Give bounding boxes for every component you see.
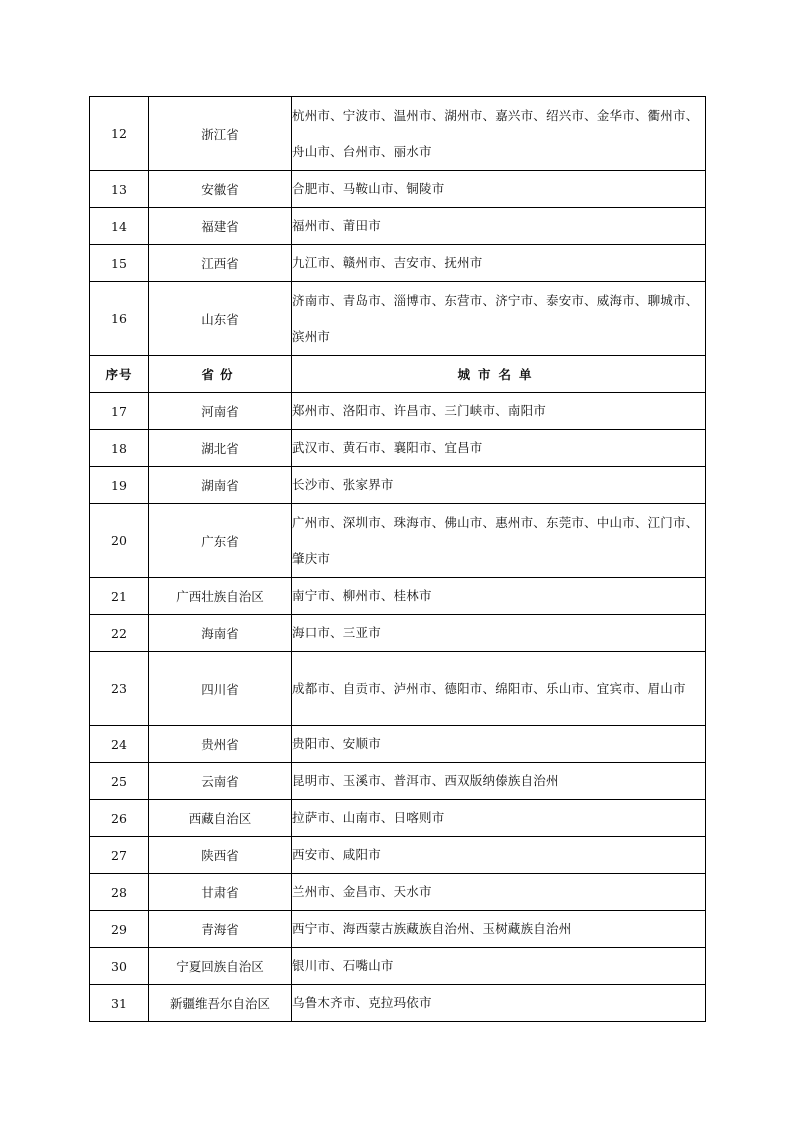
table-row <box>90 393 706 430</box>
province-name: 湖北省 <box>149 430 292 467</box>
province-name: 宁夏回族自治区 <box>149 948 292 985</box>
row-number: 27 <box>90 837 149 874</box>
table-row <box>90 948 706 985</box>
province-name: 福建省 <box>149 208 292 245</box>
city-list: 长沙市、张家界市 <box>292 467 706 504</box>
city-list: 济南市、青岛市、淄博市、东营市、济宁市、泰安市、威海市、聊城市、滨州市 <box>292 282 706 356</box>
province-name: 新疆维吾尔自治区 <box>149 985 292 1022</box>
province-name: 山东省 <box>149 282 292 356</box>
row-number: 13 <box>90 171 149 208</box>
province-name: 西藏自治区 <box>149 800 292 837</box>
table-row <box>90 763 706 800</box>
city-list: 合肥市、马鞍山市、铜陵市 <box>292 171 706 208</box>
row-number: 30 <box>90 948 149 985</box>
province-name: 云南省 <box>149 763 292 800</box>
row-number: 18 <box>90 430 149 467</box>
province-name: 贵州省 <box>149 726 292 763</box>
table-row <box>90 282 706 356</box>
row-number: 22 <box>90 615 149 652</box>
city-list: 贵阳市、安顺市 <box>292 726 706 763</box>
table-row <box>90 837 706 874</box>
province-name: 甘肃省 <box>149 874 292 911</box>
table-row <box>90 430 706 467</box>
city-list: 拉萨市、山南市、日喀则市 <box>292 800 706 837</box>
province-name: 青海省 <box>149 911 292 948</box>
table-row <box>90 97 706 171</box>
table-row <box>90 726 706 763</box>
table-row <box>90 171 706 208</box>
city-list: 武汉市、黄石市、襄阳市、宜昌市 <box>292 430 706 467</box>
city-list: 九江市、赣州市、吉安市、抚州市 <box>292 245 706 282</box>
province-name: 广东省 <box>149 504 292 578</box>
city-list: 广州市、深圳市、珠海市、佛山市、惠州市、东莞市、中山市、江门市、肇庆市 <box>292 504 706 578</box>
table-row <box>90 985 706 1022</box>
province-name: 海南省 <box>149 615 292 652</box>
city-list: 成都市、自贡市、泸州市、德阳市、绵阳市、乐山市、宜宾市、眉山市 <box>292 652 706 726</box>
table-row <box>90 245 706 282</box>
row-number: 15 <box>90 245 149 282</box>
table-row <box>90 504 706 578</box>
row-number: 12 <box>90 97 149 171</box>
city-list: 福州市、莆田市 <box>292 208 706 245</box>
province-name: 四川省 <box>149 652 292 726</box>
header-province: 省份 <box>149 356 292 393</box>
province-name: 江西省 <box>149 245 292 282</box>
row-number: 17 <box>90 393 149 430</box>
row-number: 29 <box>90 911 149 948</box>
city-list: 银川市、石嘴山市 <box>292 948 706 985</box>
row-number: 19 <box>90 467 149 504</box>
header-number: 序号 <box>90 356 149 393</box>
city-list: 海口市、三亚市 <box>292 615 706 652</box>
city-list: 兰州市、金昌市、天水市 <box>292 874 706 911</box>
province-name: 陕西省 <box>149 837 292 874</box>
city-list: 西安市、咸阳市 <box>292 837 706 874</box>
city-list: 西宁市、海西蒙古族藏族自治州、玉树藏族自治州 <box>292 911 706 948</box>
table-row <box>90 615 706 652</box>
city-list: 昆明市、玉溪市、普洱市、西双版纳傣族自治州 <box>292 763 706 800</box>
table-row <box>90 800 706 837</box>
row-number: 25 <box>90 763 149 800</box>
province-name: 安徽省 <box>149 171 292 208</box>
row-number: 23 <box>90 652 149 726</box>
row-number: 26 <box>90 800 149 837</box>
header-cities: 城市名单 <box>292 356 706 393</box>
row-number: 24 <box>90 726 149 763</box>
row-number: 31 <box>90 985 149 1022</box>
table-row <box>90 652 706 726</box>
city-list: 郑州市、洛阳市、许昌市、三门峡市、南阳市 <box>292 393 706 430</box>
province-name: 浙江省 <box>149 97 292 171</box>
city-list: 杭州市、宁波市、温州市、湖州市、嘉兴市、绍兴市、金华市、衢州市、舟山市、台州市、丽水市 <box>292 97 706 171</box>
row-number: 16 <box>90 282 149 356</box>
table-row <box>90 578 706 615</box>
table-row <box>90 911 706 948</box>
table-row <box>90 467 706 504</box>
province-name: 湖南省 <box>149 467 292 504</box>
city-list: 乌鲁木齐市、克拉玛依市 <box>292 985 706 1022</box>
province-name: 广西壮族自治区 <box>149 578 292 615</box>
city-list: 南宁市、柳州市、桂林市 <box>292 578 706 615</box>
row-number: 21 <box>90 578 149 615</box>
city-list-table <box>89 96 706 1022</box>
table-row <box>90 874 706 911</box>
row-number: 20 <box>90 504 149 578</box>
table-row <box>90 208 706 245</box>
row-number: 14 <box>90 208 149 245</box>
province-name: 河南省 <box>149 393 292 430</box>
row-number: 28 <box>90 874 149 911</box>
table-header-row <box>90 356 706 393</box>
